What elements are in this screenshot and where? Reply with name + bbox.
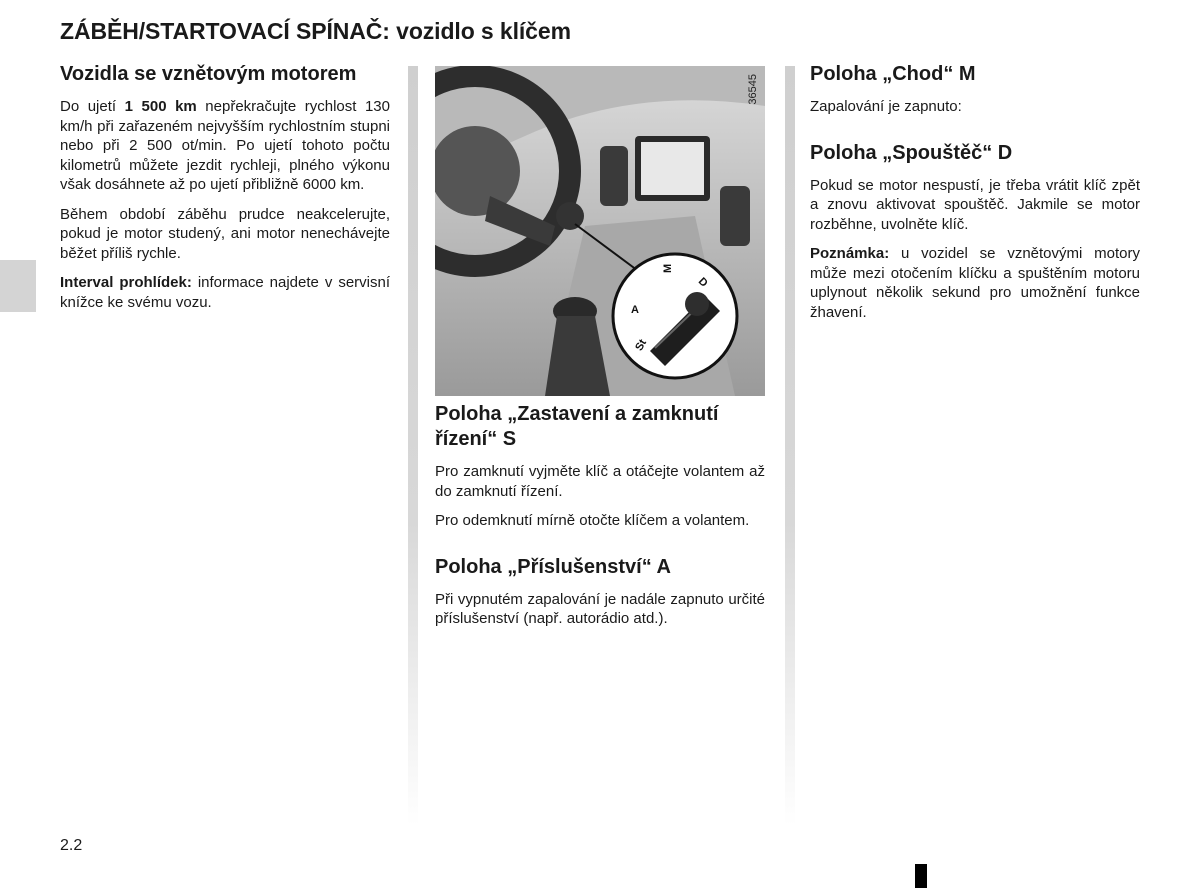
accessories-heading: Poloha „Příslušenství“ A (435, 555, 671, 578)
position-label-st: St (633, 337, 650, 353)
bold-span: 1 500 km (124, 98, 197, 115)
page-number: 2.2 (60, 837, 83, 854)
starter-paragraph: Pokud se motor nespustí, je třeba vrátit klíč zpět a znovu aktivovat spouštěč. Jakmile se motor rozběhne, uvolněte klíč. (810, 176, 1140, 233)
figure-code: 36545 (747, 74, 759, 105)
left-column (60, 62, 390, 322)
bold-span: Poznámka: (810, 245, 890, 262)
column-separator (785, 66, 795, 826)
position-label-m: M (662, 263, 674, 273)
ignition-on-paragraph: Zapalování je zapnuto: (810, 98, 962, 115)
text-span: informace najdete v servisní knížce ke svému vozu. (60, 274, 391, 311)
accessories-paragraph: Při vypnutém zapalování je nadále zapnuto určité příslušenství (např. autorádio atd.). (435, 590, 765, 627)
stop-lock-heading: Poloha „Zastavení a zamknutí řízení“ S (435, 403, 719, 450)
starter-heading: Poloha „Spouštěč“ D (810, 141, 1013, 164)
text-span: Do ujetí (60, 98, 125, 115)
service-interval-paragraph (60, 273, 390, 312)
note-paragraph (810, 244, 1140, 322)
text-span: u vozidel se vznětovými motory může mezi otočením klíčku a spuštěním motoru uplynout několik sekund pro umožnění funkce žhavení. (810, 245, 1140, 321)
position-label-d: D (695, 275, 710, 290)
diesel-heading: Vozidla se vznětovým motorem (60, 63, 357, 85)
run-heading: Poloha „Chod“ M (810, 63, 976, 85)
dashboard-illustration (435, 66, 765, 396)
position-label-a: A (631, 304, 639, 316)
lock-paragraph: Pro zamknutí vyjměte klíč a otáčejte volantem až do zamknutí řízení. (435, 463, 765, 500)
text-span: nepřekračujte rychlost 130 km/h při zařazeném nejvyšším rychlostním stupni nebo při 2 500 ot/min. Po ujetí tohoto počtu kilometrů můžete jezdit rychleji, plného výkonu však dosáhnete až po ujetí přibližně 6000 km. (60, 98, 390, 193)
corner-mark (915, 864, 927, 888)
ignition-switch-figure (435, 66, 765, 396)
middle-column (435, 66, 765, 639)
unlock-paragraph: Pro odemknutí mírně otočte klíčem a volantem. (435, 512, 750, 529)
acceleration-paragraph: Během období záběhu prudce neakcelerujte, pokud je motor studený, ani motor nenechávejte běžet příliš rychle. (60, 205, 390, 262)
right-column (810, 62, 1140, 332)
column-separator (408, 66, 418, 826)
break-in-paragraph (60, 97, 390, 195)
bold-span: Interval prohlídek: (60, 274, 192, 291)
page-title: ZÁBĚH/STARTOVACÍ SPÍNAČ: vozidlo s klíčem (60, 18, 571, 44)
section-tab-marker (0, 260, 36, 312)
